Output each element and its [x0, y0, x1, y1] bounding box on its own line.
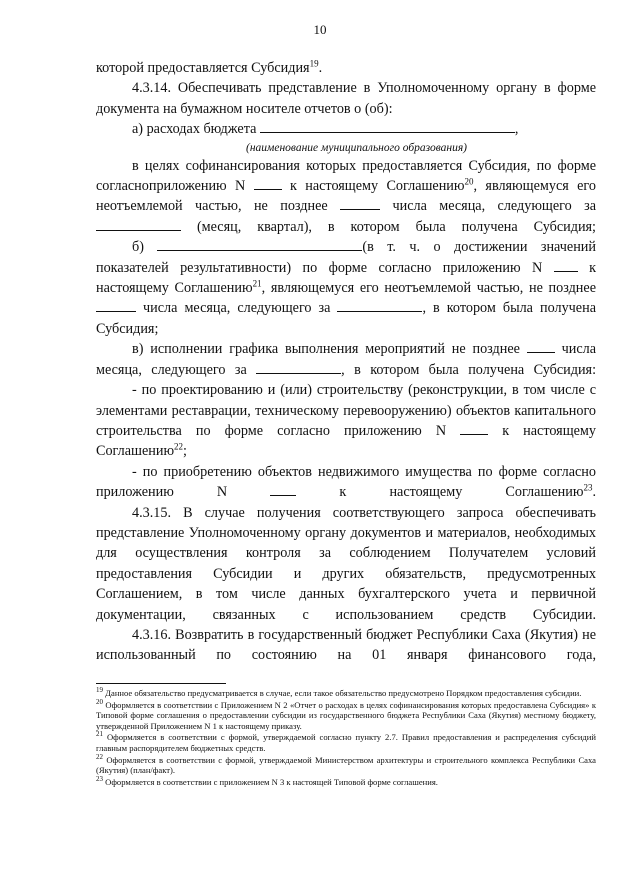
footnote-ref: 20: [464, 176, 474, 187]
footnote-text: Данное обязательство предусматривается в случае, если такое обязательство предусмотрено Порядком предоставления субсидии.: [103, 688, 582, 698]
footnote-text: Оформляется в соответствии с формой, утверждаемой Министерством архитектуры и строительного комплекса Республики Саха (Якутия) (план/факт).: [96, 754, 596, 776]
paragraph-p5: [96, 156, 596, 238]
text-run: , в котором была получена Субсидия:: [341, 361, 597, 378]
text-run: числа месяца, следующего за: [380, 198, 596, 215]
text-run: к настоящему Соглашению: [96, 422, 596, 460]
fill-in-blank: [270, 483, 296, 496]
text-run: которой предоставляется Субсидия: [96, 60, 310, 76]
text-run: , являющемуся его неотъемлемой частью, не позднее: [96, 178, 596, 215]
paragraph-p2: [96, 78, 596, 119]
document-body: [96, 58, 596, 666]
text-run: 4.3.16. Возвратить в государственный бюджет Республики Саха (Якутия) не использованный по состоянию на 01 января финансового года,: [96, 626, 596, 664]
footnote-text: Оформляется в соответствии с формой, утверждаемой согласно пункту 2.7. Правил предоставления и распределения субсидий главным распорядителем бюджетных средств.: [96, 732, 596, 753]
footnote-separator: [96, 683, 226, 684]
footnote-number: 22: [96, 752, 103, 761]
footnote-21: [96, 732, 596, 753]
fill-in-blank: [460, 422, 488, 435]
paragraph-p7: [96, 339, 596, 380]
fill-in-blank: [554, 259, 578, 272]
fill-in-blank: [260, 120, 515, 133]
text-run: б): [132, 239, 158, 256]
text-run: в целях софинансирования которых предоставляется Субсидия, по форме согласноприложению N: [96, 157, 596, 195]
fill-in-blank: [256, 361, 341, 374]
footnote-19: [96, 688, 596, 699]
text-run: , в котором была получена Субсидия;: [96, 300, 596, 337]
text-run: к настоящему Соглашению: [296, 484, 584, 501]
footnote-number: 20: [96, 697, 103, 706]
footnote-ref: 21: [252, 278, 262, 289]
footnote-22: [96, 752, 596, 776]
fill-in-blank: [340, 197, 380, 210]
page-number: 10: [313, 22, 327, 37]
footnote-number: 23: [96, 774, 103, 783]
footnote-ref: 19: [309, 58, 319, 69]
footnote-23: [96, 774, 596, 788]
paragraph-p11: [96, 625, 596, 666]
text-run: .: [592, 484, 596, 501]
paragraph-p10: [96, 503, 596, 625]
text-run: - по проектированию и (или) строительству (реконструкции, в том числе с элементами реставрации, техническому перевооружению) объектов капитального строительства по форме согласно приложению N: [96, 382, 596, 439]
text-run: (месяц, квартал), в котором была получена Субсидия;: [181, 218, 596, 235]
text-run: ,: [514, 121, 519, 138]
text-run: , являющемуся его неотъемлемой частью, не позднее: [261, 280, 596, 297]
text-run: к настоящему Соглашению: [281, 178, 465, 195]
paragraph-p9: [96, 462, 596, 503]
footnote-number: 21: [96, 730, 103, 739]
footnote-ref: 23: [583, 482, 593, 493]
footnote-number: 19: [96, 686, 103, 695]
text-run: 4.3.14. Обеспечивать представление в Уполномоченному органу в форме документа на бумажном носителе отчетов о (об):: [96, 80, 596, 117]
paragraph-p6: [96, 237, 596, 339]
fill-in-blank: [337, 299, 422, 312]
footnote-ref: 22: [174, 441, 184, 452]
footnote-20: [96, 697, 596, 732]
text-run: числа месяца, следующего за: [136, 300, 338, 317]
paragraph-p4: [96, 140, 596, 156]
text-run: ;: [183, 443, 187, 460]
fill-in-blank: [157, 238, 362, 251]
text-run: .: [318, 60, 323, 76]
paragraph-p8: [96, 380, 596, 462]
footnote-text: Оформляется в соответствии с приложением N 3 к настоящей Типовой форме соглашения.: [103, 776, 438, 787]
paragraph-p3: [96, 119, 596, 139]
fill-in-blank: [96, 299, 136, 312]
footnote-text: Оформляется в соответствии с Приложением N 2 «Отчет о расходах в целях софинансирования которых предоставлена Субсидия» к Типовой форме соглашения о предоставлении субсидии из государственного бюджета Республики Саха (Якутия) местному бюджету, утвержденной Приложением N 1 к настоящему приказу.: [96, 699, 596, 731]
text-run: 4.3.15. В случае получения соответствующего запроса обеспечивать представление Уполномоченному органу документов и материалов, необходимых для осуществления контроля за соблюдением Получателем условий предоставления Субсидии и других обязательств, предусмотренных Соглашением, в том числе данных бухгалтерского учета и первичной документации, связанных с использованием средств Субсидии.: [96, 504, 596, 623]
footnotes: [96, 688, 596, 788]
text-run: числа месяца, следующего за: [96, 341, 597, 378]
text-run: (наименование муниципального образования): [246, 141, 468, 154]
text-run: к настоящему Соглашению: [96, 259, 596, 297]
fill-in-blank: [96, 218, 181, 231]
fill-in-blank: [254, 177, 282, 190]
text-run: (в т. ч. о достижении значений показателей результативности) по форме согласно приложению N: [96, 239, 596, 276]
fill-in-blank: [527, 340, 555, 353]
text-run: в) исполнении графика выполнения мероприятий не позднее: [132, 341, 527, 358]
text-run: а) расходах бюджета: [132, 121, 260, 138]
text-run: - по приобретению объектов недвижимого имущества по форме согласно приложению N: [96, 463, 596, 501]
paragraph-p1: [96, 58, 596, 78]
